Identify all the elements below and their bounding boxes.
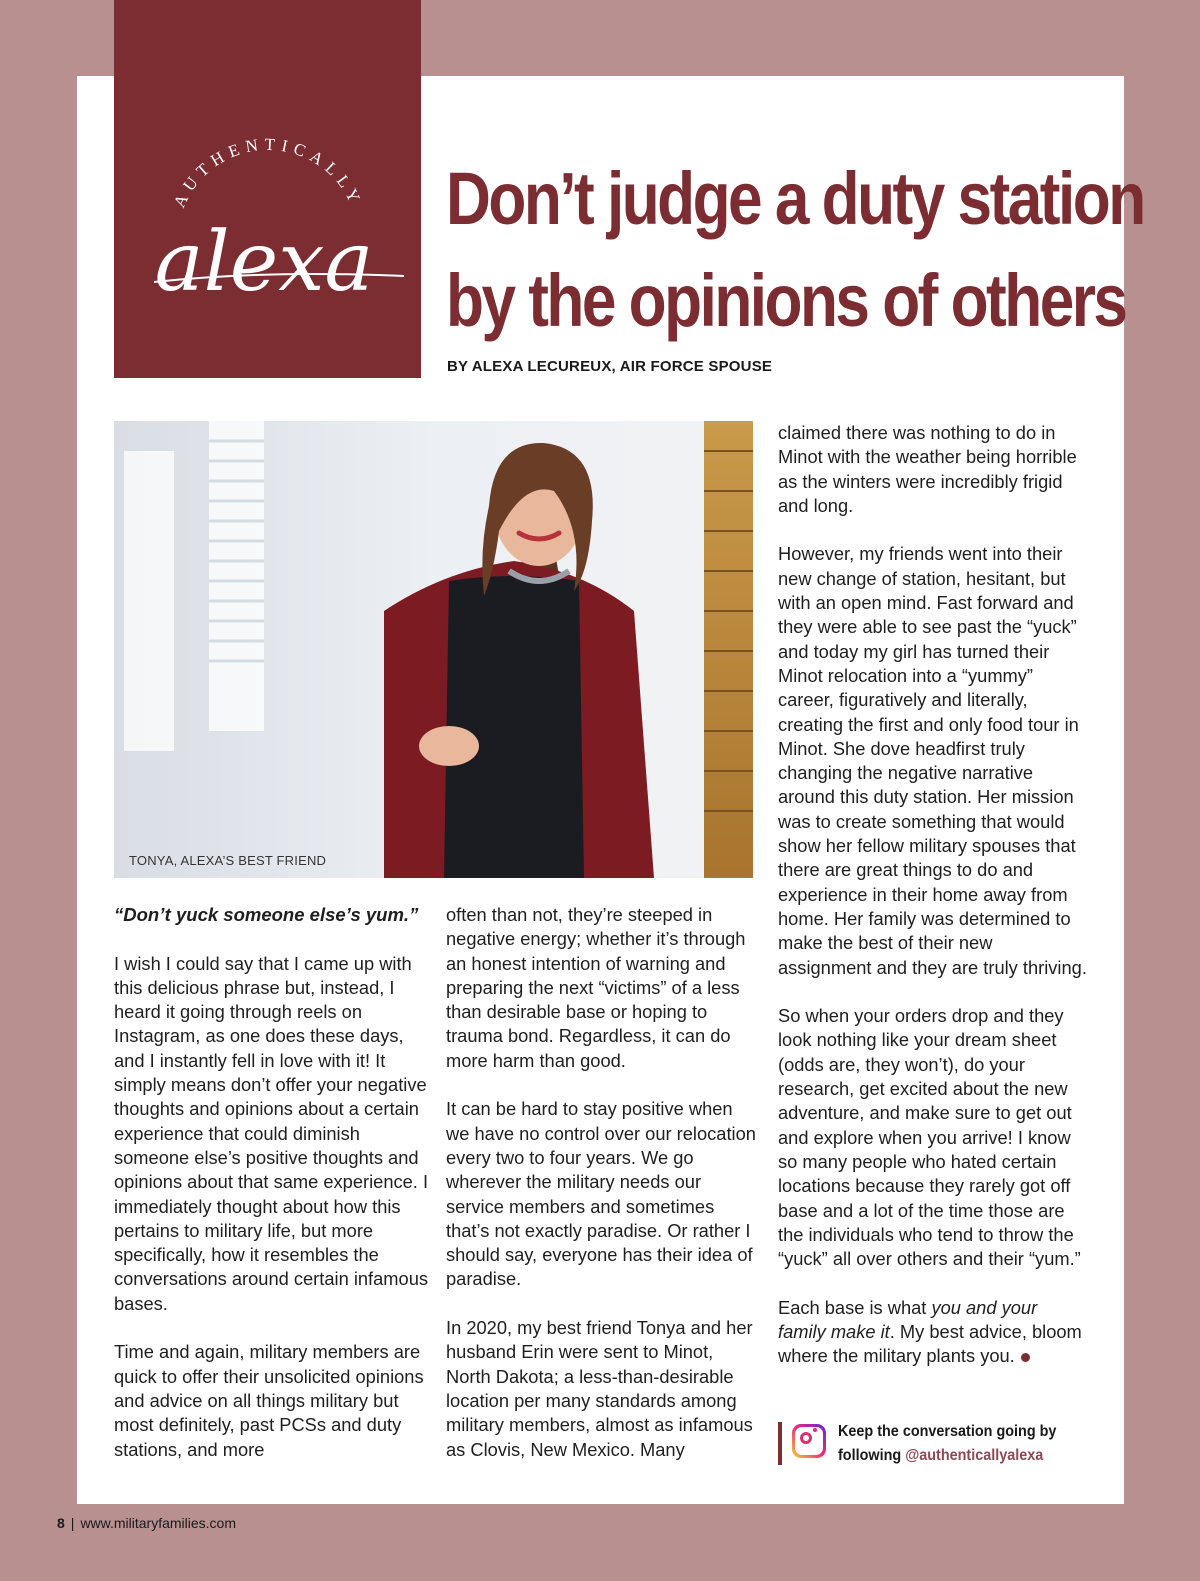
logo-arc-text: AUTHENTICALLY: [169, 134, 367, 211]
logo-script-text: alexa: [154, 215, 374, 310]
column-logo: [114, 0, 421, 378]
article-column-1: [114, 903, 429, 1486]
svg-text:AUTHENTICALLY: [170, 135, 367, 211]
paragraph: often than not, they’re steeped in negative energy; whether it’s through an honest intention of warning and preparing the next “victims” of a less than desirable base or hoping to trauma bond. Regardless, it can do more harm than good.: [446, 904, 746, 1071]
end-mark-icon: [1021, 1353, 1030, 1362]
feature-photo: [114, 421, 753, 878]
article-column-3: [778, 421, 1088, 1393]
article-column-2: [446, 903, 761, 1486]
byline: BY ALEXA LECUREUX, AIR FORCE SPOUSE: [447, 358, 773, 375]
closing-text-start: Each base is what: [778, 1296, 932, 1318]
paragraph: It can be hard to stay positive when we have no control over our relocation every two to four years. We go wherever the military needs our service members and sometimes that’s not exactly paradise. Or rather I should say, everyone has their idea of paradise.: [446, 1098, 756, 1290]
article-headline: [446, 148, 1144, 352]
headline-line-1: Don’t judge a duty station: [446, 157, 1144, 240]
website-url[interactable]: www.militaryfamilies.com: [80, 1515, 237, 1531]
footer-separator: |: [70, 1515, 75, 1531]
closing-text-italic: you and your family make it: [778, 1296, 1038, 1342]
callout-line-1: Keep the conversation going by: [838, 1423, 1057, 1440]
callout-text: [838, 1420, 1056, 1468]
paragraph: However, my friends went into their new change of station, hesitant, but with an open mind. Fast forward and they were able to see past the “yuck” and today my girl has turned their Minot relocation into a “yummy” career, figuratively and literally, creating the first and only food tour in Minot. She dove headfirst truly changing the negative narrative around this duty station. Her mission was to create something that would show her fellow military spouses that there are great things to do and experience in their home away from home. Her family was determined to make the best of their new assignment and they are truly thriving.: [778, 543, 1087, 978]
paragraph: I wish I could say that I came up with this delicious phrase but, instead, I heard it going through reels on Instagram, as one does these days, and I instantly fell in love with it! It simply means don’t offer your negative thoughts and opinions about a certain experience that could diminish someone else’s positive thoughts and opinions about that same experience. I immediately thought about how this pertains to military life, but more specifically, how it resembles the conversations around certain infamous bases.: [114, 952, 429, 1314]
authentically-alexa-logo: [114, 0, 421, 378]
callout-bar: [778, 1422, 782, 1465]
social-callout: [778, 1420, 1098, 1470]
paragraph: So when your orders drop and they look nothing like your dream sheet (odds are, they won’t), do your research, get excited about the new adventure, and make sure to get out and explore when you arrive! I know so many people who hated certain locations because they rarely got off base and a lot of the time those are the individuals who tend to throw the “yuck” all over others and their “yum.”: [778, 1005, 1081, 1270]
instagram-handle-link[interactable]: @authenticallyalexa: [905, 1447, 1044, 1464]
closing-paragraph: [778, 1296, 1088, 1369]
paragraph: claimed there was nothing to do in Minot with the weather being horrible as the winters were incredibly frigid and long.: [778, 422, 1077, 516]
photo-illustration: [114, 421, 753, 878]
paragraph: In 2020, my best friend Tonya and her husband Erin were sent to Minot, North Dakota; a less-than-desirable location per many standards among military members, almost as infamous as Clovis, New Mexico. Many: [446, 1317, 753, 1460]
instagram-icon[interactable]: [792, 1424, 826, 1458]
callout-line-2: [838, 1444, 1056, 1468]
closing-text-end: . My best advice, bloom where the military plants you.: [778, 1320, 1082, 1367]
callout-prefix: following: [838, 1447, 906, 1464]
pull-quote: “Don’t yuck someone else’s yum.”: [114, 904, 419, 925]
paragraph: Time and again, military members are quick to offer their unsolicited opinions and advice on all things military but most definitely, past PCSs and duty stations, and more: [114, 1341, 424, 1460]
page-number: 8: [57, 1515, 65, 1531]
page-footer: [57, 1515, 236, 1531]
photo-caption: TONYA, ALEXA’S BEST FRIEND: [129, 853, 327, 868]
headline-line-2: by the opinions of others: [446, 259, 1126, 342]
